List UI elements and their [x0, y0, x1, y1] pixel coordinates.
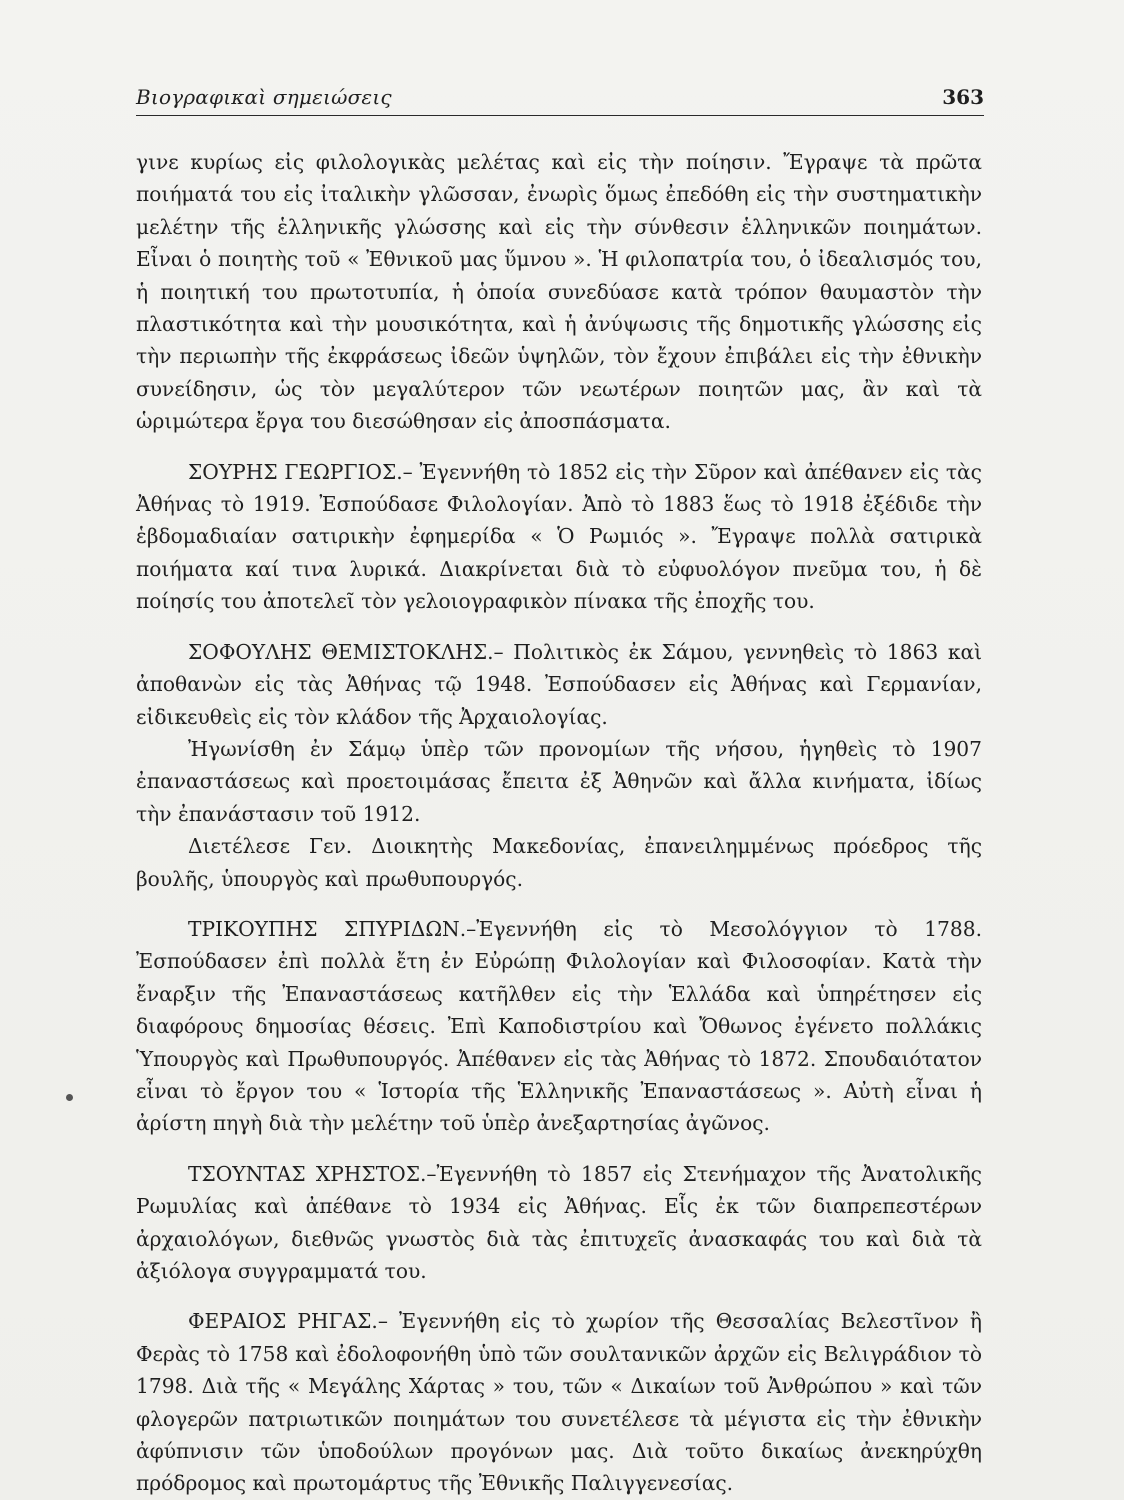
entry-sofoulis: ΣΟΦΟΥΛΗΣ ΘΕΜΙΣΤΟΚΛΗΣ.– Πολιτικὸς ἐκ Σάμου, γεννηθεὶς τὸ 1863 καὶ ἀποθανὼν εἰς τὰς Ἀθήνας τῷ 1948. Ἐσπούδασεν εἰς Ἀθήνας καὶ Γερμανίαν, εἰδικευθεὶς εἰς τὸν κλάδον τῆς Ἀρχαιολογίας. — [136, 639, 982, 729]
running-title: Βιογραφικαὶ σημειώσεις — [136, 85, 392, 109]
page-number: 363 — [942, 85, 984, 109]
page-header — [136, 85, 984, 116]
entry-spacer — [136, 1287, 982, 1305]
entry-feraios: ΦΕΡΑΙΟΣ ΡΗΓΑΣ.– Ἐγεννήθη εἰς τὸ χωρίον τῆς Θεσσαλίας Βελεστῖνον ἢ Φερὰς τὸ 1758 καὶ ἐδολοφονήθη ὑπὸ τῶν σουλτανικῶν ἀρχῶν εἰς Βελιγράδιον τὸ 1798. Διὰ τῆς « Μεγάλης Χάρτας » του, τῶν « Δικαίων τοῦ Ἀνθρώπου » καὶ τῶν φλογερῶν πατριωτικῶν ποιημάτων του συνετέλεσε τὰ μέγιστα εἰς τὴν ἐθνικὴν ἀφύπνισιν τῶν ὑποδούλων προγόνων μας. Διὰ τοῦτο δικαίως ἀνεκηρύχθη πρόδρομος καὶ πρωτομάρτυς τῆς Ἐθνικῆς Παλιγγενεσίας. — [136, 1309, 982, 1496]
continued-paragraph: γινε κυρίως εἰς φιλολογικὰς μελέτας καὶ εἰς τὴν ποίησιν. Ἔγραψε τὰ πρῶτα ποιήματά του εἰς ἰταλικὴν γλῶσσαν, ἐνωρὶς ὅμως ἐπεδόθη εἰς τὴν συστηματικὴν μελέτην τῆς ἑλληνικῆς γλώσσης καὶ εἰς τὴν σύνθεσιν ἑλληνικῶν ποιημάτων. Εἶναι ὁ ποιητὴς τοῦ « Ἐθνικοῦ μας ὕμνου ». Ἡ φιλοπατρία του, ὁ ἰδεαλισμός του, ἡ ποιητική του πρωτοτυπία, ἡ ὁποία συνεδύασε κατὰ τρόπον θαυμαστὸν τὴν πλαστικότητα καὶ τὴν μουσικότητα, καὶ ἡ ἀνύψωσις τῆς δημοτικῆς γλώσσης εἰς τὴν περιωπὴν τῆς ἐκφράσεως ἰδεῶν ὑψηλῶν, τὸν ἔχουν ἐπιβάλει εἰς τὴν ἐθνικὴν συνείδησιν, ὡς τὸν μεγαλύτερον τῶν νεωτέρων ποιητῶν μας, ἂν καὶ τὰ ὡριμώτερα ἔργα του διεσώθησαν εἰς ἀποσπάσματα. — [136, 150, 982, 434]
document-body — [136, 146, 982, 1500]
entry-sofoulis-paragraph-2: Ἠγωνίσθη ἐν Σάμῳ ὑπὲρ τῶν προνομίων τῆς νήσου, ἡγηθεὶς τὸ 1907 ἐπαναστάσεως καὶ προετοιμάσας ἔπειτα ἐξ Ἀθηνῶν καὶ ἄλλα κινήματα, ἰδίως τὴν ἐπανάστασιν τοῦ 1912. — [136, 736, 982, 826]
entry-tsountas: ΤΣΟΥΝΤΑΣ ΧΡΗΣΤΟΣ.–Ἐγεννήθη τὸ 1857 εἰς Στενήμαχον τῆς Ἀνατολικῆς Ρωμυλίας καὶ ἀπέθανε τὸ 1934 εἰς Ἀθήνας. Εἷς ἐκ τῶν διαπρεπεστέρων ἀρχαιολόγων, διεθνῶς γνωστὸς διὰ τὰς ἐπιτυχεῖς ἀνασκαφάς του καὶ διὰ τὰ ἀξιόλογα συγγραμματά του. — [136, 1161, 982, 1283]
entry-spacer — [136, 618, 982, 636]
entry-trikoupis: ΤΡΙΚΟΥΠΗΣ ΣΠΥΡΙΔΩΝ.–Ἐγεννήθη εἰς τὸ Μεσολόγγιον τὸ 1788. Ἐσπούδασεν ἐπὶ πολλὰ ἔτη ἐν Εὐρώπῃ Φιλολογίαν καὶ Φιλοσοφίαν. Κατὰ τὴν ἔναρξιν τῆς Ἐπαναστάσεως κατῆλθεν εἰς τὴν Ἑλλάδα καὶ ὑπηρέτησεν εἰς διαφόρους δημοσίας θέσεις. Ἐπὶ Καποδιστρίου καὶ Ὄθωνος ἐγένετο πολλάκις Ὑπουργὸς καὶ Πρωθυπουργός. Ἀπέθανεν εἰς τὰς Ἀθήνας τὸ 1872. Σπουδαιότατον εἶναι τὸ ἔργον του « Ἱστορία τῆς Ἑλληνικῆς Ἐπαναστάσεως ». Αὐτὴ εἶναι ἡ ἀρίστη πηγὴ διὰ τὴν μελέτην τοῦ ὑπὲρ ἀνεξαρτησίας ἀγῶνος. — [136, 916, 982, 1136]
entry-sofoulis-paragraph-3: Διετέλεσε Γεν. Διοικητὴς Μακεδονίας, ἐπανειλημμένως πρόεδρος τῆς βουλῆς, ὑπουργὸς καὶ πρωθυπουργός. — [136, 834, 982, 891]
entry-souris: ΣΟΥΡΗΣ ΓΕΩΡΓΙΟΣ.– Ἐγεννήθη τὸ 1852 εἰς τὴν Σῦρον καὶ ἀπέθανεν εἰς τὰς Ἀθήνας τὸ 1919. Ἐσπούδασε Φιλολογίαν. Ἀπὸ τὸ 1883 ἕως τὸ 1918 ἐξέδιδε τὴν ἑβδομαδιαίαν σατιρικὴν ἐφημερίδα « Ὁ Ρωμιός ». Ἔγραψε πολλὰ σατιρικὰ ποιήματα καί τινα λυρικά. Διακρίνεται διὰ τὸ εὐφυολόγον πνεῦμα του, ἡ δὲ ποίησίς του ἀποτελεῖ τὸν γελοιογραφικὸν πίνακα τῆς ἐποχῆς του. — [136, 459, 982, 614]
entry-spacer — [136, 1140, 982, 1158]
entry-spacer — [136, 895, 982, 913]
entry-spacer — [136, 438, 982, 456]
ink-dot — [66, 1094, 73, 1101]
